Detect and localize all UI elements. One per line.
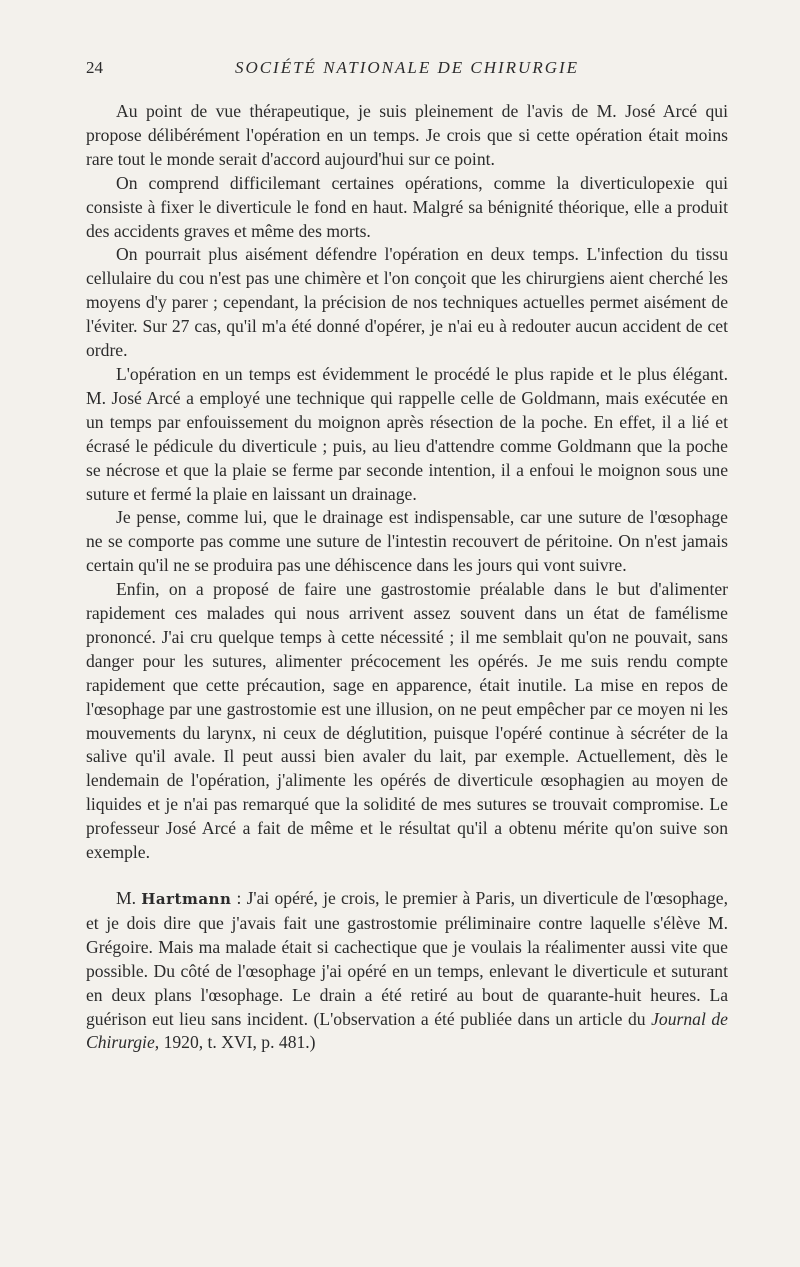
hartmann-text: : J'ai opéré, je crois, le premier à Paris, un diverticule de l'œsophage, et je dois dire que j'avais fait une gastrostomie préliminaire contre laquelle s'élève M. Grégoire. Mais ma malade était si cachectique que je voulais la réalimenter aussi vite que possible. Du côté de l'œsophage j'ai opéré en un temps, enlevant le diverticule et suturant en deux plans l'œsophage. Le drain a été retiré au bout de quarante-huit heures. La guérison eut lieu sans incident. (L'observation a été publiée dans un article du: [86, 888, 728, 1029]
citation: , 1920, t. XVI, p. 481.): [154, 1032, 316, 1053]
page-header: [86, 58, 728, 82]
hartmann-paragraph: [86, 887, 728, 1055]
running-title: SOCIÉTÉ NATIONALE DE CHIRURGIE: [234, 58, 580, 77]
paragraph: Au point de vue thérapeutique, je suis pleinement de l'avis de M. José Arcé qui propose délibérément l'opération en un temps. Je crois que si cette opération était moins rare tout le monde serait d'accord aujourd'hui sur ce point.: [86, 101, 728, 169]
paragraph: On pourrait plus aisément défendre l'opération en deux temps. L'infection du tissu cellulaire du cou n'est pas une chimère et l'on conçoit que les chirurgiens aient cherché les moyens d'y parer ; cependant, la précision de nos techniques actuelles permet aisément de l'éviter. Sur 27 cas, qu'il m'a été donné d'opérer, je n'ai eu à redouter aucun accident de cet ordre.: [86, 244, 728, 361]
paragraph: On comprend difficilemant certaines opérations, comme la diverticulopexie qui consiste à fixer le diverticule le fond en haut. Malgré sa bénignité théorique, elle a produit des accidents graves et même des morts.: [86, 172, 728, 241]
paragraph: Enfin, on a proposé de faire une gastrostomie préalable dans le but d'alimenter rapidement ces malades qui nous arrivent assez souvent dans un état de famélisme prononcé. J'ai cru quelque temps à cette nécessité ; il me semblait qu'on ne pouvait, sans danger pour les sutures, alimenter précocement les opérés. Je me suis rendu compte rapidement que cette précaution, sage en apparence, était inutile. La mise en repos de l'œsophage par une gastrostomie est une illusion, on ne peut empêcher par ce moyen ni les mouvements du larynx, ni ceux de déglutition, puisque l'opéré continue à sécréter de la salive qu'il avale. Il peut aussi bien avaler du lait, par exemple. Actuellement, dès le lendemain de l'opération, j'alimente les opérés de diverticule œsophagien au moyen de liquides et je n'ai pas remarqué que la solidité de mes sutures se trouvait compromise. Le professeur José Arcé a fait de même et le résultat qu'il a obtenu mérite qu'on suive son exemple.: [86, 579, 728, 863]
journal-title: Journal de Chirurgie: [86, 1008, 728, 1053]
paragraph: Je pense, comme lui, que le drainage est indispensable, car une suture de l'œsophage ne se comporte pas comme une suture de l'intestin recouvert de péritoine. On n'est jamais certain qu'il ne se produira pas une déhiscence dans les jours qui vont suivre.: [86, 507, 728, 576]
body-text: [86, 100, 728, 1055]
page-number: 24: [86, 58, 103, 77]
paragraph: L'opération en un temps est évidemment le procédé le plus rapide et le plus élégant. M. José Arcé a employé une technique qui rappelle celle de Goldmann, mais exécutée en un temps par enfouissement du moignon après résection de la poche. En effet, il a lié et écrasé le pédicule du diverticule ; puis, au lieu d'attendre comme Goldmann que la poche se nécrose et que la plaie se ferme par seconde intention, il a enfoui le moignon sous une suture et fermé la plaie en laissant un drainage.: [86, 363, 728, 504]
speaker-prefix: M.: [116, 888, 142, 908]
speaker-name: Hartmann: [141, 890, 232, 908]
